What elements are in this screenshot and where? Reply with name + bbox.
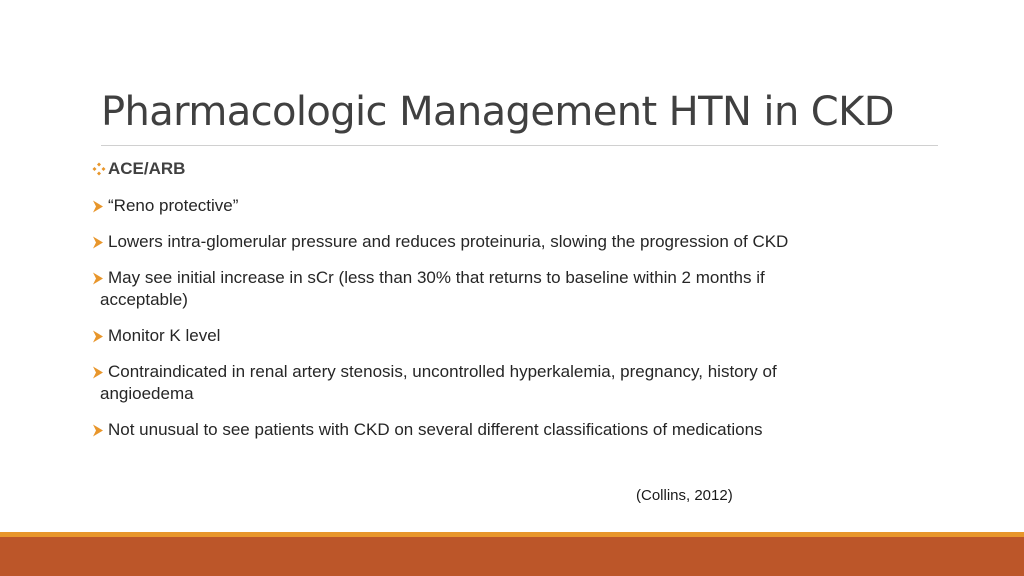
list-item [92, 267, 912, 311]
arrow-bullet-icon [92, 231, 108, 253]
list-item-text: Monitor K level [108, 326, 221, 345]
citation: (Collins, 2012) [636, 487, 733, 504]
footer-bar [0, 537, 1024, 576]
list-item-text: Not unusual to see patients with CKD on several different classifications of medications [108, 420, 763, 439]
list-item [92, 195, 912, 217]
list-item [92, 419, 912, 441]
slide-title: Pharmacologic Management HTN in CKD [101, 89, 894, 135]
arrow-bullet-icon [92, 419, 108, 441]
arrow-bullet-icon [92, 195, 108, 217]
section-heading-text: ACE/ARB [108, 159, 186, 178]
list-item-text: Lowers intra-glomerular pressure and reduces proteinuria, slowing the progression of CKD [108, 232, 789, 251]
list-item [92, 361, 912, 405]
list-item-line: Contraindicated in renal artery stenosis, uncontrolled hyperkalemia, pregnancy, history of [108, 362, 777, 381]
list-item-line: acceptable) [100, 290, 188, 309]
list-item-text: “Reno protective” [108, 196, 239, 215]
list-item [92, 325, 912, 347]
list-item-text [100, 267, 765, 311]
list-item-text [100, 361, 777, 405]
slide-content [92, 157, 912, 455]
arrow-bullet-icon [92, 361, 108, 383]
title-divider [101, 145, 938, 146]
list-item-line: May see initial increase in sCr (less than 30% that returns to baseline within 2 months if [108, 268, 765, 287]
arrow-bullet-icon [92, 325, 108, 347]
list-item [92, 231, 912, 253]
arrow-bullet-icon [92, 267, 108, 289]
diamond-bullet-icon [92, 158, 108, 180]
section-heading [92, 157, 912, 181]
list-item-line: angioedema [100, 384, 194, 403]
